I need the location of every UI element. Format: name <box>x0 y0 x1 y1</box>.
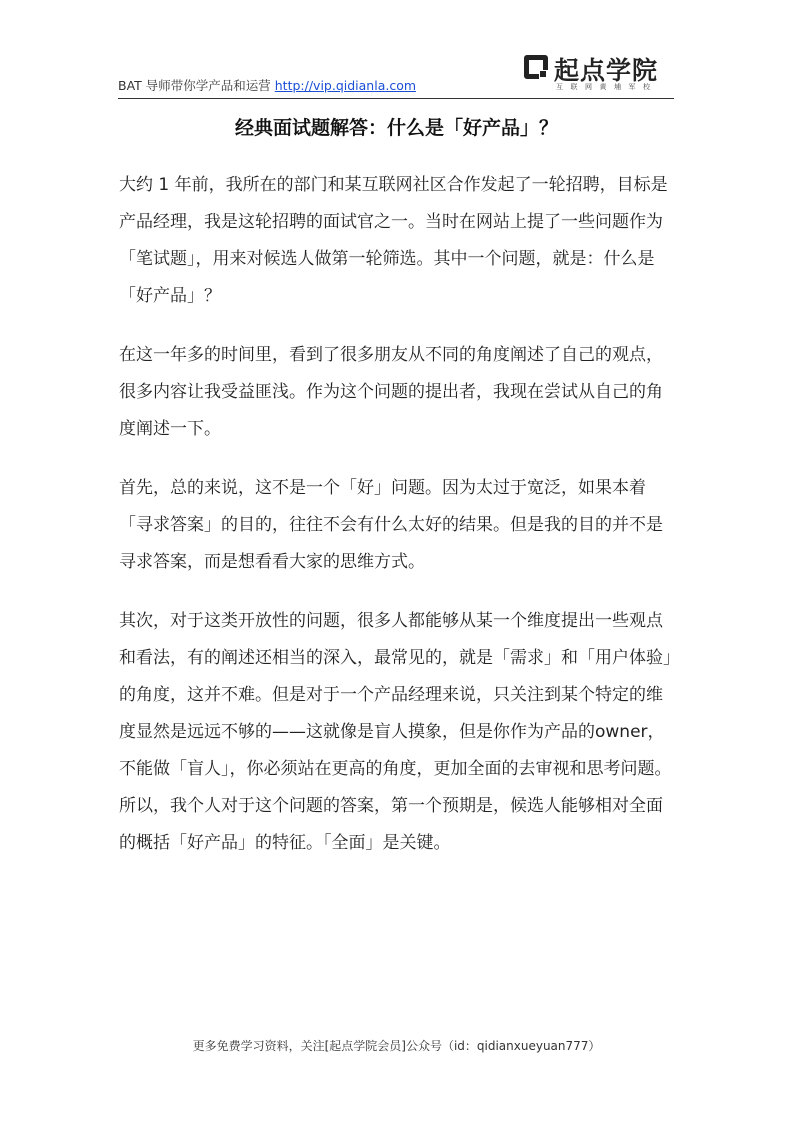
header-link[interactable]: http://vip.qidianla.com <box>274 78 417 93</box>
header-tagline <box>118 76 416 94</box>
page-title: 经典面试题解答：什么是「好产品」？ <box>234 117 558 139</box>
page-footer: 更多免费学习资料，关注[起点学院会员]公众号（id：qidianxueyuan777） <box>192 1039 601 1053</box>
header-prefix: BAT 导师带你学产品和运营 <box>118 78 271 93</box>
paragraph: 在这一年多的时间里，看到了很多朋友从不同的角度阐述了自己的观点，很多内容让我受益匪浅。作为这个问题的提出者，我现在尝试从自己的角度阐述一下。 <box>119 345 663 439</box>
logo-name: 起点学院 <box>554 56 659 85</box>
logo-mark-icon <box>524 55 548 79</box>
paragraph: 大约 1 年前，我所在的部门和某互联网社区合作发起了一轮招聘，目标是产品经理，我是这轮招聘的面试官之一。当时在网站上提了一些问题作为「笔试题」，用来对候选人做第一轮筛选。其中一个问题，就是：什么是「好产品」？ <box>119 175 668 306</box>
article-body <box>119 167 675 884</box>
logo <box>524 55 674 91</box>
page-header <box>118 52 674 99</box>
logo-subtitle: 互联网黄埔军校 <box>556 83 658 91</box>
paragraph: 其次，对于这类开放性的问题，很多人都能够从某一个维度提出一些观点和看法，有的阐述还相当的深入，最常见的，就是「需求」和「用户体验」的角度，这并不难。但是对于一个产品经理来说，只关注到某个特定的维度显然是远远不够的——这就像是盲人摸象，但是你作为产品的owner，不能做「盲人」，你必须站在更高的角度，更加全面的去审视和思考问题。所以，我个人对于这个问题的答案，第一个预期是，候选人能够相对全面的概括「好产品」的特征。「全面」是关键。 <box>119 611 672 853</box>
paragraph: 首先，总的来说，这不是一个「好」问题。因为太过于宽泛，如果本着「寻求答案」的目的，往往不会有什么太好的结果。但是我的目的并不是寻求答案，而是想看看大家的思维方式。 <box>119 478 663 572</box>
